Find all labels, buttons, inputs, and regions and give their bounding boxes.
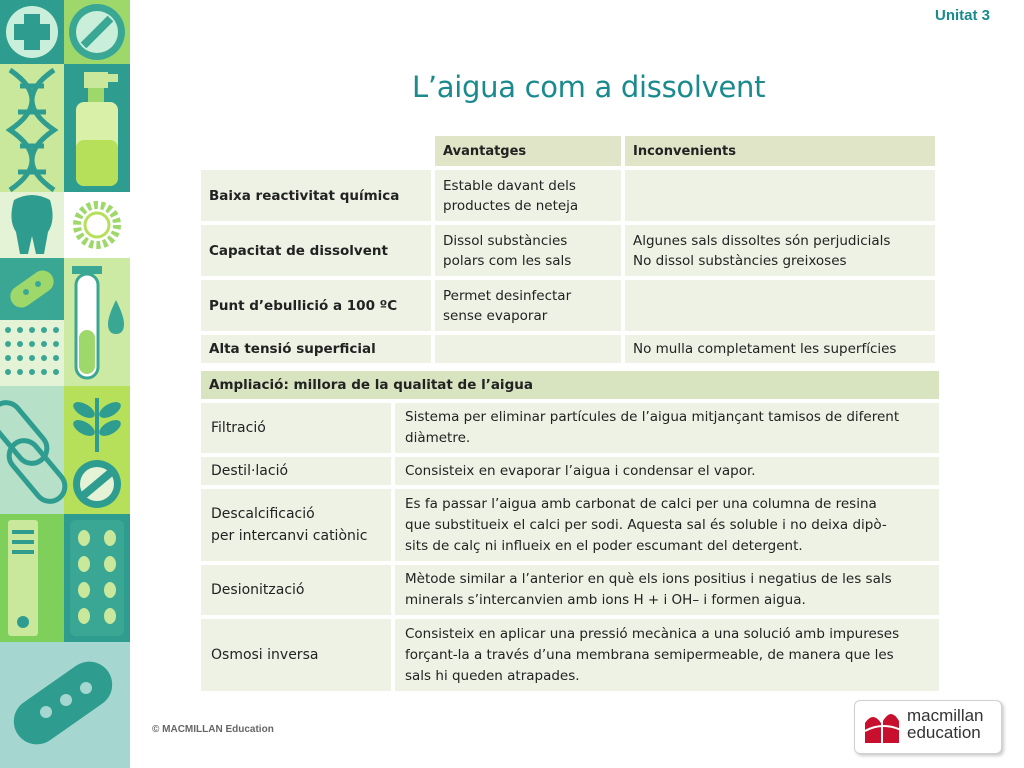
table-row bbox=[201, 565, 939, 615]
cell-line: Consisteix en aplicar una pressió mecànica a una solució amb impureses bbox=[405, 625, 900, 642]
advantages-cell bbox=[435, 335, 621, 363]
cell-line: per intercanvi catiònic bbox=[211, 528, 368, 544]
cell-line: Osmosi inversa bbox=[211, 647, 319, 663]
cell-line: Estable davant dels bbox=[443, 177, 576, 194]
copyright-text: © MACMILLAN Education bbox=[152, 724, 274, 735]
cell-line: Permet desinfectar bbox=[443, 287, 572, 304]
table-row bbox=[201, 225, 935, 276]
cell-line: Dissol substàncies bbox=[443, 232, 568, 249]
header-disadvantages: Inconvenients bbox=[625, 136, 935, 166]
page-title: L’aigua com a dissolvent bbox=[412, 70, 766, 104]
row-text bbox=[395, 403, 939, 453]
advantages-table bbox=[197, 132, 939, 367]
advantages-cell bbox=[435, 225, 621, 276]
cell-line: sals hi queden atrapades. bbox=[405, 667, 580, 684]
disadvantages-cell bbox=[625, 280, 935, 331]
cell-line: Filtració bbox=[211, 420, 266, 436]
cell-line: que substitueix el calci per sodi. Aquesta sal és soluble i no deixa dipò- bbox=[405, 516, 887, 533]
cell-line: sits de calç ni influeix en el poder escumant del detergent. bbox=[405, 537, 803, 554]
water-quality-table bbox=[197, 367, 943, 695]
cell-line: Es fa passar l’aigua amb carbonat de calci per una columna de resina bbox=[405, 495, 877, 512]
pill-icon bbox=[69, 4, 125, 60]
cell-line: Mètode similar a l’anterior en què els ions positius i negatius de les sals bbox=[405, 571, 892, 587]
medical-cross-icon bbox=[6, 6, 58, 58]
row-label bbox=[201, 565, 391, 615]
unit-label: Unitat 3 bbox=[934, 7, 990, 24]
row-label: Alta tensió superficial bbox=[201, 335, 431, 363]
disadvantages-cell bbox=[625, 335, 935, 363]
table-header-row bbox=[201, 136, 935, 166]
row-text bbox=[395, 565, 939, 615]
cell-line: No dissol substàncies greixoses bbox=[633, 252, 847, 269]
logo-text bbox=[907, 707, 984, 741]
table-header: Ampliació: millora de la qualitat de l’aigua bbox=[201, 371, 939, 399]
cell-line: Destil·lació bbox=[211, 463, 289, 479]
cell-line: productes de neteja bbox=[443, 197, 579, 214]
cell-line: minerals s’intercanvien amb ions H + i OH– i formen aigua. bbox=[405, 592, 806, 608]
row-label bbox=[201, 489, 391, 561]
row-label bbox=[201, 457, 391, 485]
table-row bbox=[201, 489, 939, 561]
cell-line: diàmetre. bbox=[405, 430, 471, 446]
advantages-cell bbox=[435, 280, 621, 331]
row-text bbox=[395, 619, 939, 691]
table-row bbox=[201, 457, 939, 485]
cell-line: No mulla completament les superfícies bbox=[633, 341, 897, 357]
row-label bbox=[201, 619, 391, 691]
row-label bbox=[201, 403, 391, 453]
table-row bbox=[201, 335, 935, 363]
capsule-icon bbox=[73, 460, 121, 508]
cell-line: Sistema per eliminar partícules de l’aigua mitjançant tamisos de diferent bbox=[405, 409, 900, 425]
cell-line: Descalcificació bbox=[211, 506, 315, 522]
cell-line: Algunes sals dissoltes són perjudicials bbox=[633, 232, 891, 249]
decorative-sidebar bbox=[0, 0, 130, 768]
row-label: Punt d’ebullició a 100 ºC bbox=[201, 280, 431, 331]
table-row bbox=[201, 280, 935, 331]
disadvantages-cell bbox=[625, 225, 935, 276]
cell-line: forçant-la a través d’una membrana semipermeable, de manera que les bbox=[405, 646, 894, 663]
disadvantages-cell bbox=[625, 170, 935, 221]
cell-line: polars com les sals bbox=[443, 252, 572, 269]
header-advantages: Avantatges bbox=[435, 136, 621, 166]
macmillan-m-icon bbox=[863, 707, 907, 747]
row-text bbox=[395, 489, 939, 561]
binder-icon bbox=[8, 520, 38, 636]
logo-line-2: education bbox=[907, 723, 981, 742]
cell-line: Desionització bbox=[211, 582, 305, 598]
test-tube-icon bbox=[72, 266, 102, 378]
cell-line: Consisteix en evaporar l’aigua i condensar el vapor. bbox=[405, 462, 756, 479]
row-label: Capacitat de dissolvent bbox=[201, 225, 431, 276]
table-header-row bbox=[201, 371, 939, 399]
table-row bbox=[201, 170, 935, 221]
row-text bbox=[395, 457, 939, 485]
advantages-cell bbox=[435, 170, 621, 221]
table-row bbox=[201, 619, 939, 691]
header-empty-cell bbox=[201, 136, 431, 166]
row-label: Baixa reactivitat química bbox=[201, 170, 431, 221]
pill-blister-icon bbox=[70, 520, 124, 636]
table-row bbox=[201, 403, 939, 453]
macmillan-logo bbox=[854, 700, 1002, 754]
cell-line: sense evaporar bbox=[443, 307, 548, 324]
logo-line-1: macmillan bbox=[907, 706, 984, 725]
